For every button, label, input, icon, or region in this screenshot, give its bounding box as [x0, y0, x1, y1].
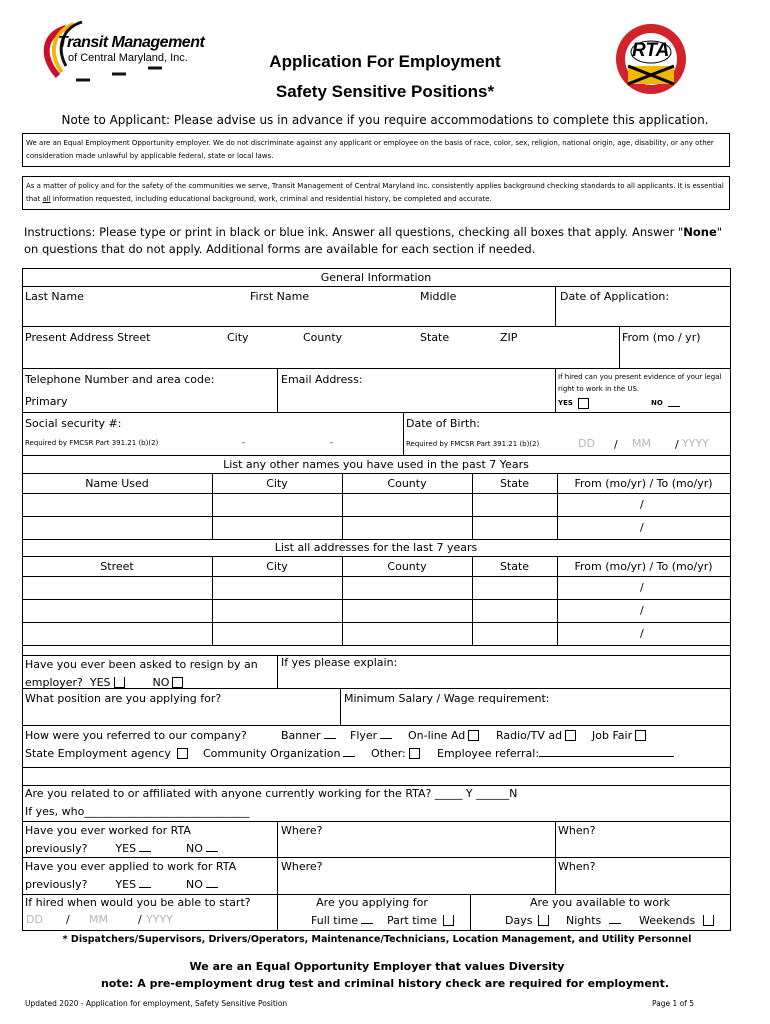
addresses-col-city: City [266, 560, 288, 573]
positions-footnote: * Dispatchers/Supervisors, Drivers/Operators, Maintenance/Technicians, Location Management, and Utility Personnel [62, 934, 692, 945]
applied-when-label: When? [558, 860, 596, 873]
dob-label: Date of Birth: [406, 417, 481, 430]
telephone-label: Telephone Number and area code: [25, 373, 215, 386]
addresses-col-county: County [387, 560, 427, 573]
applying-for-label: Are you applying for [316, 896, 428, 909]
email-input[interactable] [280, 390, 550, 410]
worked-where-label: Where? [281, 824, 323, 837]
other-names-col-city: City [266, 477, 288, 490]
weekends-option [639, 914, 714, 927]
company-logo [36, 16, 206, 86]
weekends-label: Weekends [639, 914, 696, 927]
flyer-checkbox[interactable] [380, 729, 392, 739]
nights-checkbox[interactable] [609, 914, 621, 924]
rta-seal [614, 22, 688, 96]
referral-radio [496, 729, 576, 742]
if-yes-who: If yes, who______________________________ [25, 805, 250, 818]
legal-right-no-label: NO [651, 399, 663, 407]
parttime-option [387, 914, 454, 927]
addresses-col-state: State [499, 560, 530, 573]
start-dd[interactable]: DD [26, 913, 43, 926]
instructions-a: Instructions: Please type or print in black or blue ink. Answer all questions, checking all boxes that apply. Answer " [24, 225, 684, 239]
table-row[interactable] [23, 517, 729, 538]
referral-community [203, 747, 355, 760]
drug-test-note: note: A pre-employment drug test and criminal history check are required for employment. [100, 977, 670, 990]
job-fair-checkbox[interactable] [635, 730, 646, 741]
seal-text: RTA [632, 40, 670, 61]
resign-yes-checkbox[interactable] [114, 677, 125, 688]
addresses-row-3-slash: / [640, 627, 644, 640]
eeo-notice-text: We are an Equal Employment Opportunity employer. We do not discriminate against any applicant or employee on the basis of race, color, sex, religion, national origin, age, disability, or any other consideration made unlawful by applicable federal, state or local laws. [26, 139, 714, 160]
available-label: Are you available to work [529, 896, 671, 909]
start-yyyy[interactable]: YYYY [146, 913, 173, 926]
applied-where-input[interactable] [280, 874, 552, 892]
worked-where-input[interactable] [280, 838, 552, 856]
radio-tv-label: Radio/TV ad [496, 729, 563, 742]
primary-label: Primary [25, 395, 68, 408]
date-of-application-label: Date of Application: [560, 290, 670, 303]
dob-mm[interactable]: MM [632, 437, 651, 450]
page-title-2: Safety Sensitive Positions* [275, 82, 495, 101]
fulltime-label: Full time [311, 914, 359, 927]
address-zip-label: ZIP [500, 331, 518, 344]
employee-referral-label: Employee referral: [437, 747, 540, 760]
resign-no-checkbox[interactable] [172, 677, 183, 688]
dob-slash-1: / [614, 438, 618, 451]
banner-label: Banner [281, 729, 321, 742]
worked-question [25, 822, 275, 858]
state-employment-label: State Employment agency [25, 747, 171, 760]
worked-question-text: Have you ever worked for RTA previously? [25, 824, 191, 855]
page-number: Page 1 of 5 [652, 999, 695, 1008]
days-checkbox[interactable] [538, 915, 549, 926]
community-checkbox[interactable] [343, 747, 355, 757]
ssn-dash-1: - [242, 438, 245, 447]
first-name-input[interactable] [248, 305, 413, 325]
applied-yes-label: YES [115, 878, 137, 891]
table-row[interactable] [23, 600, 729, 621]
middle-label: Middle [420, 290, 457, 303]
legal-right-yes-checkbox[interactable] [578, 398, 589, 409]
worked-when-label: When? [558, 824, 596, 837]
dob-required-note: Required by FMCSR Part 391.21 (b)(2) [406, 440, 540, 448]
nights-option [566, 914, 621, 927]
state-employment-checkbox[interactable] [177, 748, 188, 759]
related-question: Are you related to or affiliated with anyone currently working for the RTA? _____ Y ______N [25, 787, 518, 800]
explain-input[interactable] [280, 672, 727, 687]
referral-state [25, 747, 188, 760]
policy-text-all: all [42, 195, 51, 203]
start-mm[interactable]: MM [89, 913, 108, 926]
other-names-col-county: County [387, 477, 427, 490]
referral-employee [437, 747, 674, 760]
legal-right-question: If hired can you present evidence of your legal right to work in the US. [558, 373, 722, 393]
other-names-col-from-to: From (mo/yr) / To (mo/yr) [574, 477, 713, 490]
applied-where-label: Where? [281, 860, 323, 873]
worked-yes-checkbox[interactable] [139, 842, 151, 852]
other-names-col-state: State [499, 477, 530, 490]
address-from-input[interactable] [621, 346, 727, 366]
start-question: If hired when would you be able to start? [25, 896, 251, 909]
address-from-label: From (mo / yr) [622, 331, 701, 344]
referral-online [408, 729, 479, 742]
referral-banner [281, 729, 336, 742]
community-label: Community Organization [203, 747, 341, 760]
dob-dd[interactable]: DD [578, 437, 595, 450]
instructions [24, 224, 724, 258]
worked-when-input[interactable] [557, 838, 727, 856]
table-row[interactable] [23, 623, 729, 644]
email-label: Email Address: [281, 373, 363, 386]
other-names-heading: List any other names you have used in the past 7 Years [223, 458, 529, 471]
resign-yes-label: YES [89, 676, 111, 689]
table-row[interactable] [23, 577, 729, 598]
worked-no-checkbox[interactable] [206, 842, 218, 852]
updated-note: Updated 2020 - Application for employment, Safety Sensitive Position [25, 999, 288, 1008]
address-city-label: City [227, 331, 249, 344]
legal-right-no-checkbox[interactable] [668, 397, 680, 407]
online-ad-checkbox[interactable] [468, 730, 479, 741]
employee-referral-input[interactable] [539, 747, 674, 757]
legal-right-yes-label: YES [558, 399, 573, 407]
start-slash-1: / [66, 913, 70, 926]
note-to-applicant: Note to Applicant: Please advise us in advance if you require accommodations to complete this application. [61, 113, 709, 127]
flyer-label: Flyer [350, 729, 378, 742]
address-county-label: County [303, 331, 343, 344]
address-state-label: State [420, 331, 450, 344]
ssn-required-note: Required by FMCSR Part 391.21 (b)(2) [25, 439, 159, 447]
addresses-row-2-slash: / [640, 604, 644, 617]
banner-checkbox[interactable] [324, 729, 336, 739]
weekends-checkbox[interactable] [703, 915, 714, 926]
addresses-col-street: Street [100, 560, 134, 573]
referral-flyer [350, 729, 392, 742]
applied-question [25, 858, 275, 894]
applied-no-checkbox[interactable] [206, 878, 218, 888]
first-name-label: First Name [250, 290, 310, 303]
applied-when-input[interactable] [557, 874, 727, 892]
parttime-checkbox[interactable] [443, 915, 454, 926]
other-checkbox[interactable] [409, 748, 420, 759]
table-row[interactable] [23, 494, 729, 515]
online-ad-label: On-line Ad [408, 729, 466, 742]
logo-line-2: of Central Maryland, Inc. [68, 52, 188, 64]
radio-tv-checkbox[interactable] [565, 730, 576, 741]
explain-label: If yes please explain: [281, 656, 398, 669]
salary-input[interactable] [343, 708, 727, 724]
salary-label: Minimum Salary / Wage requirement: [344, 692, 550, 705]
page-title-1: Application For Employment [269, 52, 501, 71]
other-names-row-1-slash: / [640, 498, 644, 511]
policy-notice-text [26, 180, 726, 206]
present-address-input[interactable] [23, 346, 615, 366]
last-name-input[interactable] [23, 305, 243, 325]
start-slash-2: / [138, 913, 142, 926]
resign-no-label: NO [152, 676, 170, 689]
diversity-statement: We are an Equal Opportunity Employer that values Diversity [189, 960, 565, 973]
fulltime-option [311, 914, 373, 927]
addresses-heading: List all addresses for the last 7 years [274, 541, 478, 554]
last-name-label: Last Name [25, 290, 84, 303]
general-info-heading: General Information [320, 271, 432, 284]
days-option [505, 914, 549, 927]
instructions-none: None [683, 225, 717, 239]
position-label: What position are you applying for? [25, 692, 222, 705]
resign-question-text: Have you ever been asked to resign by an employer? [25, 658, 258, 689]
date-of-application-input[interactable] [557, 305, 727, 325]
resign-question [25, 656, 275, 692]
parttime-label: Part time [387, 914, 438, 927]
instructions-b: " on questions that do not apply. Additional forms are available for each section if needed. [24, 225, 723, 256]
worked-yes-label: YES [115, 842, 137, 855]
middle-input[interactable] [418, 305, 548, 325]
ssn-input[interactable] [210, 432, 400, 452]
position-input[interactable] [24, 708, 336, 724]
referral-other [371, 747, 420, 760]
days-label: Days [505, 914, 533, 927]
referred-question: How were you referred to our company? [25, 729, 247, 742]
fulltime-checkbox[interactable] [361, 914, 373, 924]
addresses-col-from-to: From (mo/yr) / To (mo/yr) [574, 560, 713, 573]
ssn-label: Social security #: [25, 417, 122, 430]
dob-yyyy[interactable]: YYYY [682, 437, 709, 450]
logo-line-1: Transit Management [58, 34, 205, 51]
other-label: Other: [371, 747, 406, 760]
dob-slash-2: / [675, 438, 679, 451]
other-names-col-name: Name Used [85, 477, 149, 490]
applied-no-label: NO [186, 878, 203, 891]
nights-label: Nights [566, 914, 602, 927]
policy-text-b: information requested, including educational background, work, criminal and residential history, be completed and accurate. [50, 195, 492, 203]
applied-yes-checkbox[interactable] [139, 878, 151, 888]
job-fair-label: Job Fair [592, 729, 633, 742]
ssn-dash-2: - [330, 438, 333, 447]
addresses-row-1-slash: / [640, 581, 644, 594]
policy-text-a: As a matter of policy and for the safety of the communities we serve, Transit Management of Central Maryland Inc. consistently applies background checking standards to all applicants. It is essential that [26, 182, 724, 203]
referral-jobfair [592, 729, 646, 742]
other-names-row-2-slash: / [640, 521, 644, 534]
applied-question-text: Have you ever applied to work for RTA previously? [25, 860, 237, 891]
worked-no-label: NO [186, 842, 203, 855]
address-street-label: Present Address Street [25, 331, 151, 344]
